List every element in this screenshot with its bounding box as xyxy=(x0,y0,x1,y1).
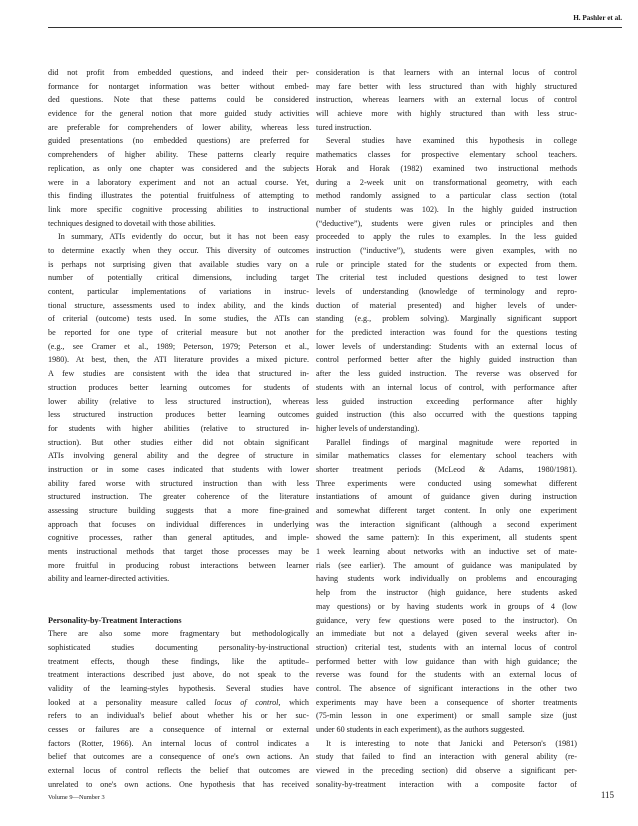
text-line: number of students was 102). In the highly guided instruction xyxy=(316,204,577,214)
text-line: In summary, ATIs evidently do occur, but it has not been easy xyxy=(58,232,309,242)
text-line: number of potentially critical dimensions, including target xyxy=(48,273,309,283)
text-line: may questions) or by having students work in groups of 4 (low xyxy=(316,601,577,611)
text-line: and somewhat different target content. In only one experiment xyxy=(316,506,577,515)
text-line: Several studies have examined this hypothesis in college xyxy=(326,136,577,146)
text-line: tured instruction. xyxy=(316,122,372,132)
text-line: were in a laboratory experiment and not an actual course. Yet, xyxy=(48,177,309,187)
text-line: struction produces better learning outcomes for students of xyxy=(48,382,309,392)
text-line: A few studies are consistent with the idea that structured in- xyxy=(48,369,309,379)
text-line: after the less guided instruction. The reverse was observed for xyxy=(316,369,577,379)
text-line: 1980). At best, then, the ATI literature provides a mixed picture. xyxy=(48,355,309,365)
text-line: techniques designed to dovetail with those abilities. xyxy=(48,218,216,228)
text-line: consideration is that learners with an internal locus of control xyxy=(316,68,577,77)
text-line: help from the instructor (high guidance, here students asked xyxy=(316,588,577,598)
text-line: will achieve more with highly structured than with less struc- xyxy=(316,109,577,119)
text-line: ability and learner-directed activities. xyxy=(48,574,170,584)
text-line: shorter treatment periods (McLeod & Adams, 1980/1981). xyxy=(316,464,577,474)
text-line: ded questions. Note that these patterns could be considered xyxy=(48,95,309,105)
text-line: 1 week learning about networks with an inductive set of mate- xyxy=(316,547,577,557)
text-line: Three experiments were conducted using somewhat different xyxy=(316,478,577,488)
text-line: Parallel findings of marginal magnitude were reported in xyxy=(326,437,577,447)
text-line: link more specific cognitive processing abilities to instructional xyxy=(48,204,309,214)
text-line: was the interaction significant (although a second experiment xyxy=(316,519,577,529)
text-line: It is interesting to note that Janicki and Peterson's (1981) xyxy=(326,738,577,748)
text-line: guided instruction (this also occurred with the questions tapping xyxy=(316,410,577,420)
text-line: struction). But other studies either did not obtain significant xyxy=(48,437,309,447)
text-line: be reported for one type of criterial measure but not another xyxy=(48,328,309,338)
text-line: an immediate but not a delayed (given several weeks after in- xyxy=(316,629,577,639)
text-line: content, particular implementations of variations in instruc- xyxy=(48,287,309,296)
text-line: (75-min lesson in one experiment) or small sample size (just xyxy=(316,711,577,721)
italic-term: locus of control xyxy=(214,697,279,707)
text-line: The criterial test included questions designed to test lower xyxy=(316,273,577,283)
text-line: under 60 students in each experiment), as the authors suggested. xyxy=(316,725,525,734)
text-line: There are also some more fragmentary but methodologically xyxy=(48,629,309,639)
text-segment: , which xyxy=(278,697,309,707)
text-line: duction of material presented) and higher levels of under- xyxy=(316,300,577,310)
text-line: tional structure, assessments used to index ability, and the kinds xyxy=(48,300,309,310)
text-line: viewed in the preceding section) did observe a significant per- xyxy=(316,766,577,776)
text-line: cognitive processes, rather than general aptitudes, and imple- xyxy=(48,533,309,543)
text-line: ability fared worse with structured instruction than with less xyxy=(48,478,309,488)
text-line: are preferable for comprehenders of lower ability, whereas less xyxy=(48,122,309,132)
text-line: assessing structure building suggests that a more fine-grained xyxy=(48,506,309,515)
text-line: replication, as only one chapter was considered and the subjects xyxy=(48,163,309,173)
text-line: external locus of control reflects the belief that outcomes are xyxy=(48,766,309,776)
text-line: belief that outcomes are a consequence of one's own actions. An xyxy=(48,752,309,762)
text-line: cesses or failures are a consequence of internal or external xyxy=(48,725,309,734)
page-number: 115 xyxy=(600,790,614,800)
text-line: treatment interactions described just above, do not speak to the xyxy=(48,670,309,680)
text-line: unrelated to one's own actions. One hypothesis that has received xyxy=(48,779,309,789)
text-line xyxy=(48,696,309,710)
text-line: higher levels of understanding). xyxy=(316,423,420,433)
running-head: H. Pashler et al. xyxy=(573,14,622,22)
text-line: lower ability (relative to less structured instruction), whereas xyxy=(48,396,309,406)
text-line: sonality-by-treatment interaction with a composite factor of xyxy=(316,779,577,789)
header-rule xyxy=(48,27,622,28)
text-line: control. The absence of significant interactions in the other two xyxy=(316,683,577,693)
text-line: of criterial (outcome) tests used. In some studies, the ATIs can xyxy=(48,314,309,324)
text-line: having students work individually on problems and encouraging xyxy=(316,574,577,584)
text-line: for students with higher abilities (relative to structured in- xyxy=(48,423,309,433)
text-line: performed better with low guidance than with high guidance; the xyxy=(316,656,577,666)
text-line: ments instructional methods that target those processes may be xyxy=(48,547,309,557)
text-line: control performed better after the highly guided instruction than xyxy=(316,355,577,365)
text-line: (“deductive”), students were given rules or principles and then xyxy=(316,218,577,228)
text-line: structured instruction. The greater coherence of the literature xyxy=(48,492,309,502)
volume-number: Volume 9—Number 3 xyxy=(48,794,105,801)
text-line: for the predicted interaction was found for the questions testing xyxy=(316,328,577,338)
section-heading: Personality-by-Treatment Interactions xyxy=(48,615,182,625)
text-line: study that failed to find an interaction with general ability (re- xyxy=(316,752,577,762)
text-line: validity of the learning-styles hypothesis. Several studies have xyxy=(48,683,309,693)
text-line: lower levels of understanding: Students with an external locus of xyxy=(316,341,577,351)
text-line: during a 2-week unit on transformational geometry, with each xyxy=(316,177,577,187)
text-line xyxy=(48,600,309,614)
text-line: ATIs involving general ability and the degree of structure in xyxy=(48,451,309,461)
text-line: (e.g., see Cramer et al., 1989; Peterson, 1979; Peterson et al., xyxy=(48,341,309,351)
text-line: similar mathematics classes for elementary school teachers with xyxy=(316,451,577,461)
text-line: Horak and Horak (1982) examined two instructional methods xyxy=(316,163,577,173)
text-line: less structured instruction produces better learning outcomes xyxy=(48,410,309,420)
text-line: reverse was found for the students with an external locus of xyxy=(316,670,577,680)
text-line: rule or principle stated for the students or expected from them. xyxy=(316,259,577,269)
text-line: proceeded to apply the rules to examples. In the less guided xyxy=(316,232,577,242)
text-line: method randomly assigned to a particular class section (total xyxy=(316,191,577,201)
text-line: this finding illustrates the potential fruitfulness of attempting to xyxy=(48,191,309,201)
text-line: is perhaps not surprising given that available studies vary on a xyxy=(48,259,309,269)
text-line: standing (e.g., problem solving). Marginally significant support xyxy=(316,314,577,324)
text-line: guidance, very few questions were posed to the instructor). On xyxy=(316,615,577,625)
text-segment: looked at a personality measure called xyxy=(48,697,215,707)
text-line: evidence for the general notion that more guided study activities xyxy=(48,109,309,119)
text-line: showed the same pattern): In this experiment, all students spent xyxy=(316,533,577,543)
text-line: instruction or in some cases indicated that students with lower xyxy=(48,464,309,474)
left-column xyxy=(48,66,309,791)
text-line: refers to an individual's belief about whether his or her suc- xyxy=(48,711,309,721)
text-line: mathematics classes for prospective elementary school teachers. xyxy=(316,150,577,160)
text-line: instruction, whereas learners with an external locus of control xyxy=(316,95,577,105)
text-line: to determine exactly when they occur. This diversity of outcomes xyxy=(48,245,309,255)
text-line: less guided instruction exceeding performance after highly xyxy=(316,396,577,406)
text-line: struction) criterial test, students with an internal locus of control xyxy=(316,642,577,652)
text-line: more fruitful in producing robust interactions between learner xyxy=(48,560,309,570)
text-line: rials (see earlier). The amount of guidance was manipulated by xyxy=(316,560,577,570)
text-line: guided presentations (no embedded questions) are preferred for xyxy=(48,136,309,146)
text-line: formance for nontarget information was better without embed- xyxy=(48,81,309,91)
text-line: may fare better with less structured than with highly structured xyxy=(316,81,577,91)
text-line: experiments may have been a consequence of shorter treatments xyxy=(316,697,577,707)
text-line: instruction (“inductive”), students were given examples, with no xyxy=(316,245,577,255)
text-line: levels of understanding (knowledge of terminology and repro- xyxy=(316,287,577,296)
text-line: factors (Rotter, 1966). An internal locus of control indicates a xyxy=(48,738,309,748)
text-line: students with an internal locus of control, with performance after xyxy=(316,382,577,392)
text-line: sophisticated studies documenting personality-by-instructional xyxy=(48,642,309,652)
text-line: comprehenders of higher ability. These patterns clearly require xyxy=(48,150,309,160)
text-line xyxy=(48,586,309,600)
text-line: instantiations of amount of guidance given during instruction xyxy=(316,492,577,502)
text-line: approach that focuses on individual differences in underlying xyxy=(48,519,309,529)
right-column xyxy=(316,66,577,791)
text-line: did not profit from embedded questions, and indeed their per- xyxy=(48,68,309,77)
text-line: treatment effects, though these findings, like the aptitude– xyxy=(48,656,309,666)
